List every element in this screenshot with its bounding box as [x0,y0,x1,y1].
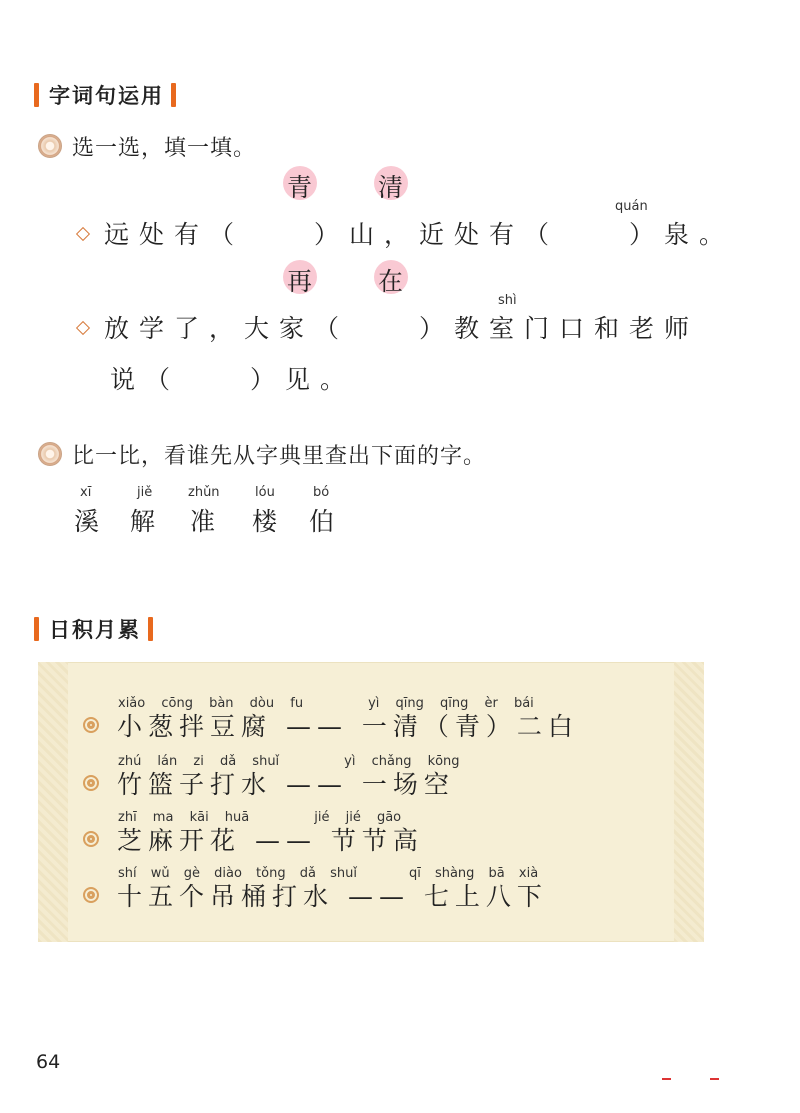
section-title-text: 字词句运用 [49,84,164,108]
title-bar-left [34,83,39,107]
choice-option: 清 [378,168,403,204]
pinyin-quan: quán [615,199,648,214]
idiom-text: 芝麻开花 —— 节节高 [117,826,424,855]
char-pinyin: lóu [255,485,275,500]
idiom-pinyin: xiǎo cōng bàn dòu fu yì qīng qīng èr bái [118,696,534,711]
ring-bullet-icon [83,831,99,847]
idiom-line [83,877,548,913]
ring-bullet-icon [83,775,99,791]
title-bar-right [148,617,153,641]
dictionary-char: 解 [130,507,156,536]
sentence-2-continued: 说（ ）见。 [110,365,356,394]
pinyin-shi: shì [498,293,517,308]
idiom-text: 小葱拌豆腐 —— 一清（青）二白 [117,712,579,741]
char-pinyin: bó [313,485,330,500]
title-bar-left [34,617,39,641]
title-bar-right [171,83,176,107]
ring-bullet-icon [83,717,99,733]
idiom-line [83,821,424,857]
decorative-dash [662,1078,671,1080]
sentence-2 [78,309,699,345]
sentence-2-text: 放学了，大家（ ）教室门口和老师 [104,314,700,343]
dictionary-char: 楼 [252,507,278,536]
char-pinyin: zhǔn [188,485,220,500]
section-title-text: 日积月累 [49,618,141,642]
idiom-pinyin: zhú lán zi dǎ shuǐ yì chǎng kōng [118,754,460,769]
idiom-pinyin: zhī ma kāi huā jié jié gāo [118,810,402,825]
choice-option: 在 [378,262,403,298]
idiom-text: 竹篮子打水 —— 一场空 [117,770,455,799]
question-1-prompt: 选一选，填一填。 [72,136,257,161]
dictionary-char: 准 [190,507,216,536]
ring-bullet-icon [83,887,99,903]
diamond-bullet-icon [76,321,90,335]
char-pinyin: xī [80,485,92,500]
sentence-1 [78,215,734,251]
question-2-prompt: 比一比，看谁先从字典里查出下面的字。 [72,444,487,469]
section-title-usage [34,80,176,110]
page-number: 64 [36,1051,61,1073]
choice-options-2 [287,262,403,298]
question-bullet-icon [38,442,62,466]
sentence-1-text: 远处有（ ）山，近处有（ ）泉。 [104,220,735,249]
panel-border-left [38,662,68,942]
panel-border-right [674,662,704,942]
choice-options-1 [287,168,403,204]
idiom-line [83,765,455,801]
diamond-bullet-icon [76,227,90,241]
choice-option: 青 [287,168,312,204]
dictionary-char: 溪 [74,507,100,536]
idiom-pinyin: shí wǔ gè diào tǒng dǎ shuǐ qī shàng bā xià [118,866,539,881]
dictionary-char: 伯 [309,507,335,536]
decorative-dash [710,1078,719,1080]
section-title-accumulation [34,614,153,644]
idiom-text: 十五个吊桶打水 —— 七上八下 [117,882,548,911]
question-bullet-icon [38,134,62,158]
idiom-line [83,707,579,743]
char-pinyin: jiě [137,485,153,500]
choice-option: 再 [287,262,312,298]
